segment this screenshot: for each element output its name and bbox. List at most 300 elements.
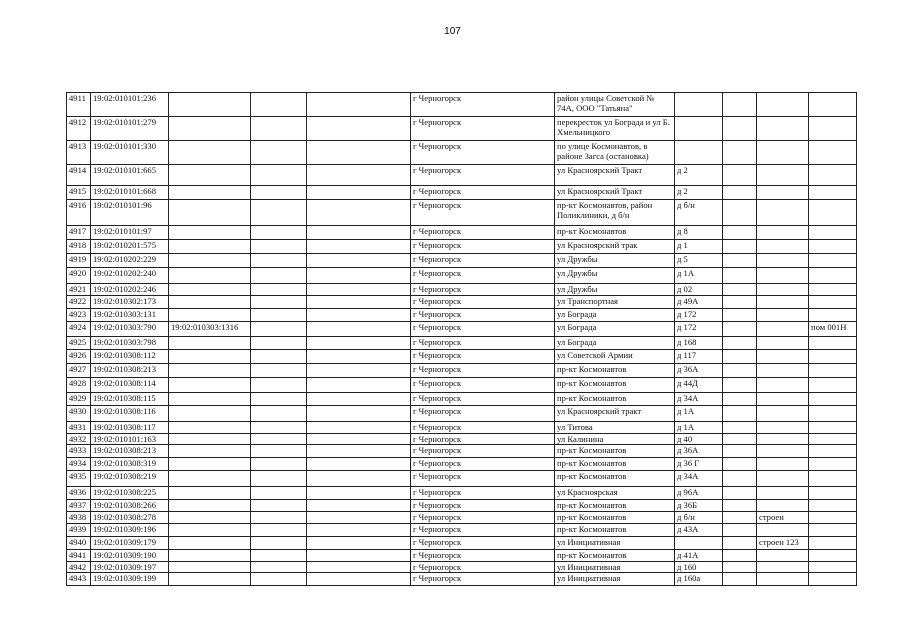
house-number-cell: д 36 Г [675,458,723,471]
building-cell [757,458,809,471]
house-number-cell: д б/н [675,200,723,226]
building-cell [757,226,809,240]
empty-cell [307,226,411,240]
city-cell: г Черногорск [411,458,555,471]
table-body [67,93,857,586]
parent-cadastral-number-cell [169,524,251,537]
cadastral-number-cell: 19:02:010101:96 [91,200,169,226]
empty-cell [251,268,307,284]
empty-cell [307,512,411,524]
empty-cell [251,337,307,350]
table-row [67,350,857,364]
record-number-cell: 4932 [67,434,91,445]
street-cell: пр-кт Космонавтов [555,445,675,458]
house-number-cell: д 34А [675,393,723,406]
building-cell [757,434,809,445]
empty-cell [723,186,757,200]
street-cell: пр-кт Космонавтов [555,524,675,537]
building-cell [757,240,809,254]
record-number-cell: 4922 [67,296,91,309]
table-row [67,309,857,322]
record-number-cell: 4933 [67,445,91,458]
table-row [67,550,857,562]
parent-cadastral-number-cell [169,393,251,406]
parent-cadastral-number-cell: 19:02:010303:1316 [169,322,251,337]
street-cell: ул Дружбы [555,268,675,284]
cadastral-number-cell: 19:02:010202:246 [91,284,169,296]
empty-cell [723,537,757,550]
empty-cell [723,512,757,524]
city-cell: г Черногорск [411,296,555,309]
cadastral-number-cell: 19:02:010101:665 [91,165,169,186]
empty-cell [251,512,307,524]
city-cell: г Черногорск [411,406,555,422]
table-row [67,226,857,240]
premises-cell [809,296,857,309]
premises-cell [809,350,857,364]
empty-cell [307,378,411,393]
empty-cell [251,524,307,537]
record-number-cell: 4929 [67,393,91,406]
record-number-cell: 4942 [67,562,91,573]
street-cell: ул Инициативная [555,537,675,550]
empty-cell [251,254,307,268]
city-cell: г Черногорск [411,268,555,284]
building-cell [757,165,809,186]
parent-cadastral-number-cell [169,378,251,393]
record-number-cell: 4931 [67,422,91,434]
city-cell: г Черногорск [411,537,555,550]
cadastral-number-cell: 19:02:010309:196 [91,524,169,537]
empty-cell [251,406,307,422]
house-number-cell: д 160а [675,573,723,586]
table-row [67,322,857,337]
parent-cadastral-number-cell [169,350,251,364]
empty-cell [723,445,757,458]
empty-cell [307,337,411,350]
record-number-cell: 4911 [67,93,91,117]
empty-cell [723,284,757,296]
empty-cell [307,284,411,296]
premises-cell [809,393,857,406]
empty-cell [723,434,757,445]
empty-cell [251,322,307,337]
empty-cell [723,254,757,268]
record-number-cell: 4920 [67,268,91,284]
parent-cadastral-number-cell [169,93,251,117]
cadastral-number-cell: 19:02:010308:213 [91,364,169,378]
cadastral-number-cell: 19:02:010308:219 [91,471,169,487]
street-cell: ул Бограда [555,337,675,350]
building-cell [757,296,809,309]
empty-cell [723,406,757,422]
empty-cell [723,240,757,254]
building-cell [757,550,809,562]
city-cell: г Черногорск [411,165,555,186]
cadastral-number-cell: 19:02:010308:115 [91,393,169,406]
table-row [67,364,857,378]
city-cell: г Черногорск [411,524,555,537]
empty-cell [251,550,307,562]
record-number-cell: 4927 [67,364,91,378]
city-cell: г Черногорск [411,422,555,434]
premises-cell [809,471,857,487]
premises-cell [809,500,857,512]
building-cell [757,141,809,165]
table-row [67,471,857,487]
building-cell [757,378,809,393]
city-cell: г Черногорск [411,141,555,165]
record-number-cell: 4919 [67,254,91,268]
empty-cell [723,573,757,586]
cadastral-number-cell: 19:02:010202:240 [91,268,169,284]
parent-cadastral-number-cell [169,500,251,512]
cadastral-number-cell: 19:02:010309:179 [91,537,169,550]
cadastral-number-cell: 19:02:010308:114 [91,378,169,393]
house-number-cell: д 117 [675,350,723,364]
city-cell: г Черногорск [411,562,555,573]
empty-cell [723,500,757,512]
empty-cell [251,537,307,550]
premises-cell [809,186,857,200]
building-cell [757,406,809,422]
empty-cell [307,165,411,186]
city-cell: г Черногорск [411,512,555,524]
house-number-cell: д 172 [675,309,723,322]
empty-cell [307,296,411,309]
premises-cell [809,524,857,537]
record-number-cell: 4934 [67,458,91,471]
building-cell [757,500,809,512]
house-number-cell [675,117,723,141]
empty-cell [723,393,757,406]
table-row [67,393,857,406]
empty-cell [307,550,411,562]
empty-cell [723,322,757,337]
house-number-cell: д 96А [675,487,723,500]
table-row [67,240,857,254]
empty-cell [251,240,307,254]
street-cell: перекресток ул Бограда и ул Б. Хмельницкого [555,117,675,141]
empty-cell [723,296,757,309]
cadastral-number-cell: 19:02:010101:668 [91,186,169,200]
cadastral-number-cell: 19:02:010202:229 [91,254,169,268]
street-cell: пр-кт Космонавтов [555,364,675,378]
building-cell [757,268,809,284]
empty-cell [723,378,757,393]
city-cell: г Черногорск [411,254,555,268]
premises-cell [809,406,857,422]
empty-cell [307,487,411,500]
building-cell [757,337,809,350]
city-cell: г Черногорск [411,445,555,458]
empty-cell [307,422,411,434]
empty-cell [307,200,411,226]
street-cell: ул Калинина [555,434,675,445]
table-row [67,445,857,458]
cadastral-number-cell: 19:02:010309:190 [91,550,169,562]
premises-cell [809,512,857,524]
table-row [67,93,857,117]
empty-cell [307,524,411,537]
cadastral-number-cell: 19:02:010308:213 [91,445,169,458]
empty-cell [251,434,307,445]
street-cell: ул Дружбы [555,284,675,296]
parent-cadastral-number-cell [169,284,251,296]
premises-cell [809,240,857,254]
house-number-cell: д 36Б [675,500,723,512]
street-cell: ул Дружбы [555,254,675,268]
empty-cell [307,406,411,422]
empty-cell [723,309,757,322]
empty-cell [723,487,757,500]
house-number-cell: д 36А [675,445,723,458]
house-number-cell: д 44Д [675,378,723,393]
building-cell [757,200,809,226]
parent-cadastral-number-cell [169,537,251,550]
table-row [67,434,857,445]
city-cell: г Черногорск [411,434,555,445]
building-cell [757,393,809,406]
empty-cell [723,165,757,186]
empty-cell [723,226,757,240]
cadastral-number-cell: 19:02:010308:278 [91,512,169,524]
cadastral-number-cell: 19:02:010308:116 [91,406,169,422]
street-cell: пр-кт Космонавтов [555,512,675,524]
empty-cell [723,471,757,487]
record-number-cell: 4935 [67,471,91,487]
table-row [67,141,857,165]
house-number-cell: д 1А [675,422,723,434]
empty-cell [307,254,411,268]
building-cell [757,93,809,117]
premises-cell [809,487,857,500]
empty-cell [723,200,757,226]
street-cell: ул Инициативная [555,562,675,573]
table-row [67,458,857,471]
cadastral-number-cell: 19:02:010101:330 [91,141,169,165]
table-row [67,165,857,186]
record-number-cell: 4939 [67,524,91,537]
premises-cell [809,445,857,458]
premises-cell [809,268,857,284]
cadastral-number-cell: 19:02:010308:117 [91,422,169,434]
empty-cell [251,309,307,322]
empty-cell [307,471,411,487]
parent-cadastral-number-cell [169,406,251,422]
parent-cadastral-number-cell [169,226,251,240]
table-row [67,500,857,512]
cadastral-number-cell: 19:02:010308:266 [91,500,169,512]
parent-cadastral-number-cell [169,240,251,254]
street-cell: ул Бограда [555,322,675,337]
city-cell: г Черногорск [411,309,555,322]
empty-cell [251,573,307,586]
building-cell [757,322,809,337]
empty-cell [251,378,307,393]
empty-cell [307,434,411,445]
premises-cell [809,284,857,296]
street-cell: пр-кт Космонавтов, район Поликлиники, д б/н [555,200,675,226]
empty-cell [251,500,307,512]
empty-cell [251,471,307,487]
house-number-cell: д 40 [675,434,723,445]
cadastral-number-cell: 19:02:010303:790 [91,322,169,337]
city-cell: г Черногорск [411,337,555,350]
parent-cadastral-number-cell [169,487,251,500]
street-cell: пр-кт Космонавтов [555,471,675,487]
table-row [67,487,857,500]
premises-cell [809,117,857,141]
house-number-cell: д 49А [675,296,723,309]
table-row [67,186,857,200]
empty-cell [251,458,307,471]
cadastral-number-cell: 19:02:010303:131 [91,309,169,322]
building-cell [757,573,809,586]
record-number-cell: 4921 [67,284,91,296]
premises-cell [809,550,857,562]
city-cell: г Черногорск [411,487,555,500]
parent-cadastral-number-cell [169,434,251,445]
premises-cell [809,458,857,471]
record-number-cell: 4914 [67,165,91,186]
record-number-cell: 4923 [67,309,91,322]
empty-cell [307,500,411,512]
building-cell [757,117,809,141]
empty-cell [723,550,757,562]
premises-cell [809,378,857,393]
street-cell: ул Бограда [555,309,675,322]
street-cell: ул Советской Армии [555,350,675,364]
building-cell [757,364,809,378]
parent-cadastral-number-cell [169,200,251,226]
record-number-cell: 4938 [67,512,91,524]
building-cell [757,524,809,537]
cadastral-number-cell: 19:02:010309:197 [91,562,169,573]
empty-cell [723,268,757,284]
building-cell [757,186,809,200]
empty-cell [307,141,411,165]
empty-cell [307,117,411,141]
street-cell: пр-кт Космонавтов [555,393,675,406]
parent-cadastral-number-cell [169,573,251,586]
parent-cadastral-number-cell [169,562,251,573]
building-cell [757,471,809,487]
city-cell: г Черногорск [411,378,555,393]
house-number-cell: д 2 [675,186,723,200]
page-number: 107 [444,26,461,37]
empty-cell [307,445,411,458]
house-number-cell: д 5 [675,254,723,268]
street-cell: ул Красноярский Тракт [555,186,675,200]
cadastral-number-cell: 19:02:010101:163 [91,434,169,445]
city-cell: г Черногорск [411,117,555,141]
house-number-cell: д 160 [675,562,723,573]
empty-cell [723,117,757,141]
parent-cadastral-number-cell [169,117,251,141]
empty-cell [307,240,411,254]
house-number-cell: д 168 [675,337,723,350]
house-number-cell: д 172 [675,322,723,337]
empty-cell [723,93,757,117]
empty-cell [307,309,411,322]
cadastral-number-cell: 19:02:010101:97 [91,226,169,240]
table-row [67,117,857,141]
empty-cell [251,296,307,309]
premises-cell [809,434,857,445]
record-number-cell: 4937 [67,500,91,512]
city-cell: г Черногорск [411,284,555,296]
house-number-cell [675,537,723,550]
building-cell: строен [757,512,809,524]
empty-cell [251,117,307,141]
empty-cell [251,422,307,434]
house-number-cell [675,141,723,165]
record-number-cell: 4925 [67,337,91,350]
parent-cadastral-number-cell [169,445,251,458]
street-cell: ул Титова [555,422,675,434]
premises-cell [809,422,857,434]
empty-cell [251,487,307,500]
cadastral-number-cell: 19:02:010101:279 [91,117,169,141]
street-cell: пр-кт Космонавтов [555,500,675,512]
building-cell [757,445,809,458]
record-number-cell: 4918 [67,240,91,254]
premises-cell [809,573,857,586]
empty-cell [251,284,307,296]
table-row [67,378,857,393]
house-number-cell: д 1А [675,268,723,284]
house-number-cell: д 1А [675,406,723,422]
street-cell: ул Красноярский трак [555,240,675,254]
empty-cell [723,422,757,434]
parent-cadastral-number-cell [169,165,251,186]
record-number-cell: 4915 [67,186,91,200]
empty-cell [723,562,757,573]
premises-cell: пом 001Н [809,322,857,337]
parent-cadastral-number-cell [169,296,251,309]
house-number-cell: д 34А [675,471,723,487]
empty-cell [723,524,757,537]
parent-cadastral-number-cell [169,268,251,284]
city-cell: г Черногорск [411,471,555,487]
street-cell: ул Красноярский тракт [555,406,675,422]
empty-cell [307,562,411,573]
table-row [67,200,857,226]
building-cell [757,422,809,434]
building-cell [757,562,809,573]
city-cell: г Черногорск [411,93,555,117]
cadastral-number-cell: 19:02:010308:225 [91,487,169,500]
record-number-cell: 4943 [67,573,91,586]
parent-cadastral-number-cell [169,186,251,200]
house-number-cell: д 43А [675,524,723,537]
empty-cell [307,93,411,117]
empty-cell [251,93,307,117]
premises-cell [809,364,857,378]
record-number-cell: 4936 [67,487,91,500]
record-number-cell: 4940 [67,537,91,550]
record-number-cell: 4913 [67,141,91,165]
table-row [67,512,857,524]
house-number-cell: д 1 [675,240,723,254]
street-cell: ул Красноярская [555,487,675,500]
empty-cell [307,573,411,586]
table-row [67,573,857,586]
building-cell: строен 123 [757,537,809,550]
street-cell: пр-кт Космонавтов [555,458,675,471]
empty-cell [307,322,411,337]
